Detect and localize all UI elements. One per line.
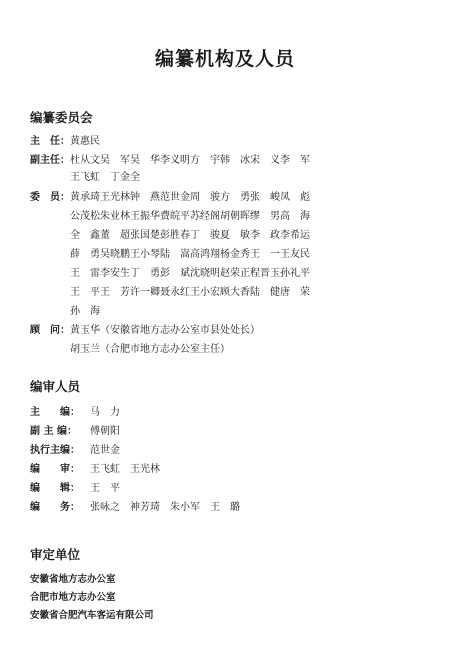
- member-name: 陆 健: [250, 287, 280, 298]
- member-name: 王光林: [100, 192, 130, 203]
- member-name: 丁 骏: [190, 230, 220, 241]
- editor-value: 张咏之 神芳琦 朱小军 王 璐: [90, 502, 240, 513]
- editor-label: 副 主 编：: [30, 426, 77, 437]
- member-name: 方 勇: [220, 192, 250, 203]
- deputy-name: 李 军: [280, 155, 310, 166]
- deputy-name: 方 宇: [190, 155, 220, 166]
- director-label: 主 任：: [30, 136, 70, 147]
- editor-label: 编 辑：: [30, 483, 80, 494]
- member-name: 李 政: [250, 230, 280, 241]
- advisor-row: [30, 321, 260, 359]
- member-name: 费皖平: [160, 211, 190, 222]
- member-name: 王小琴: [130, 249, 160, 260]
- review-unit: 合肥市地方志办公室: [30, 592, 116, 603]
- member-name: 缪 男: [250, 211, 280, 222]
- member-name: 钟 燕: [130, 192, 160, 203]
- member-name: 彭 斌: [160, 268, 190, 279]
- editor-row: [30, 403, 120, 422]
- member-name: 黄承琦: [70, 192, 100, 203]
- deputy-name: 吴 军: [100, 155, 130, 166]
- advisor-names: [70, 321, 260, 359]
- member-name: 张国楚: [130, 230, 160, 241]
- member-name: 顾大香: [220, 287, 250, 298]
- member-name-line: [70, 264, 310, 283]
- member-name: 唐 荣: [280, 287, 310, 298]
- member-name: 彭胜春: [160, 230, 190, 241]
- member-name: 高鸿翔: [190, 249, 220, 260]
- deputy-continuation: 王飞虹 丁金全: [70, 172, 140, 183]
- member-name: 苏经阁: [190, 211, 220, 222]
- member-name-line: [70, 188, 310, 207]
- editor-row: [30, 441, 120, 460]
- member-name-line: [70, 302, 310, 321]
- member-name: 王 一: [250, 249, 280, 260]
- advisor-label: 顾 问：: [30, 325, 70, 336]
- editor-row: [30, 460, 160, 479]
- member-name: 周 骏: [190, 192, 220, 203]
- members-label: 委 员：: [30, 192, 70, 203]
- member-name-line: [70, 226, 310, 245]
- editor-value: 马 力: [90, 407, 120, 418]
- review-heading: 审定单位: [30, 547, 81, 562]
- member-name: 许一卿: [130, 287, 160, 298]
- member-name: 王 平: [70, 287, 100, 298]
- member-name: 李希运: [280, 230, 310, 241]
- editor-row: [30, 479, 120, 498]
- editor-label: 主 编：: [30, 407, 80, 418]
- advisor-item: 黄玉华（安徽省地方志办公室市县处处长）: [70, 325, 260, 336]
- member-name: 孙 海: [70, 306, 100, 317]
- member-name: 全 鑫: [70, 230, 100, 241]
- director-name: 黄惠民: [70, 136, 100, 147]
- advisor-item: 胡玉兰（合肥市地方志办公室主任）: [70, 344, 230, 355]
- committee-heading: 编纂委员会: [30, 110, 93, 125]
- member-name: 程晋玉: [250, 268, 280, 279]
- editor-label: 编 务：: [30, 502, 80, 513]
- editor-value: 王飞虹 王光林: [90, 464, 160, 475]
- member-name: 薛 勇: [70, 249, 100, 260]
- member-name: 朱业林: [100, 211, 130, 222]
- editor-value: 王 平: [90, 483, 120, 494]
- member-name-line: [70, 283, 310, 302]
- member-name: 王 雷: [70, 268, 100, 279]
- review-unit: 安徽省合肥汽车客运有限公司: [30, 610, 154, 621]
- review-unit: 安徽省地方志办公室: [30, 574, 116, 585]
- deputy-name: 李义明: [160, 155, 190, 166]
- member-name: 王振华: [130, 211, 160, 222]
- deputy-label: 副主任：: [30, 155, 70, 166]
- member-name: 李安生: [100, 268, 130, 279]
- page-title: 编纂机构及人员: [154, 48, 295, 70]
- member-name-line: [70, 207, 310, 226]
- member-name: 赵荣正: [220, 268, 250, 279]
- member-name: 王小宏: [190, 287, 220, 298]
- member-name: 张 峻: [250, 192, 280, 203]
- member-name: 凤 彪: [280, 192, 310, 203]
- deputy-name: 杜从文: [70, 155, 100, 166]
- deputy-name: 宋 义: [250, 155, 280, 166]
- editor-value: 范世金: [90, 445, 120, 456]
- member-names: [70, 188, 310, 321]
- editors-heading: 编审人员: [30, 379, 81, 394]
- deputy-name: 韩 冰: [220, 155, 250, 166]
- member-name: 王友民: [280, 249, 310, 260]
- member-name-line: [70, 245, 310, 264]
- member-name: 夏 敏: [220, 230, 250, 241]
- member-name: 董 超: [100, 230, 130, 241]
- editor-label: 编 审：: [30, 464, 80, 475]
- member-name: 陆 嵩: [160, 249, 190, 260]
- member-name: 高 海: [280, 211, 310, 222]
- member-name: 吴晓鹏: [100, 249, 130, 260]
- member-name: 聂永红: [160, 287, 190, 298]
- member-name: 孙礼平: [280, 268, 310, 279]
- members-row: [30, 188, 310, 321]
- director-row: [30, 132, 100, 151]
- member-name: 杨金秀: [220, 249, 250, 260]
- editor-value: 傅朝阳: [90, 426, 120, 437]
- editor-label: 执行主编：: [30, 445, 80, 456]
- member-name: 范世金: [160, 192, 190, 203]
- deputy-name: 吴 华: [130, 155, 160, 166]
- member-name: 王 芳: [100, 287, 130, 298]
- member-name: 公茂松: [70, 211, 100, 222]
- member-name: 胡朝晖: [220, 211, 250, 222]
- member-name: 丁 勇: [130, 268, 160, 279]
- editor-row: [30, 498, 240, 517]
- editor-row: [30, 422, 120, 441]
- member-name: 沈晓明: [190, 268, 220, 279]
